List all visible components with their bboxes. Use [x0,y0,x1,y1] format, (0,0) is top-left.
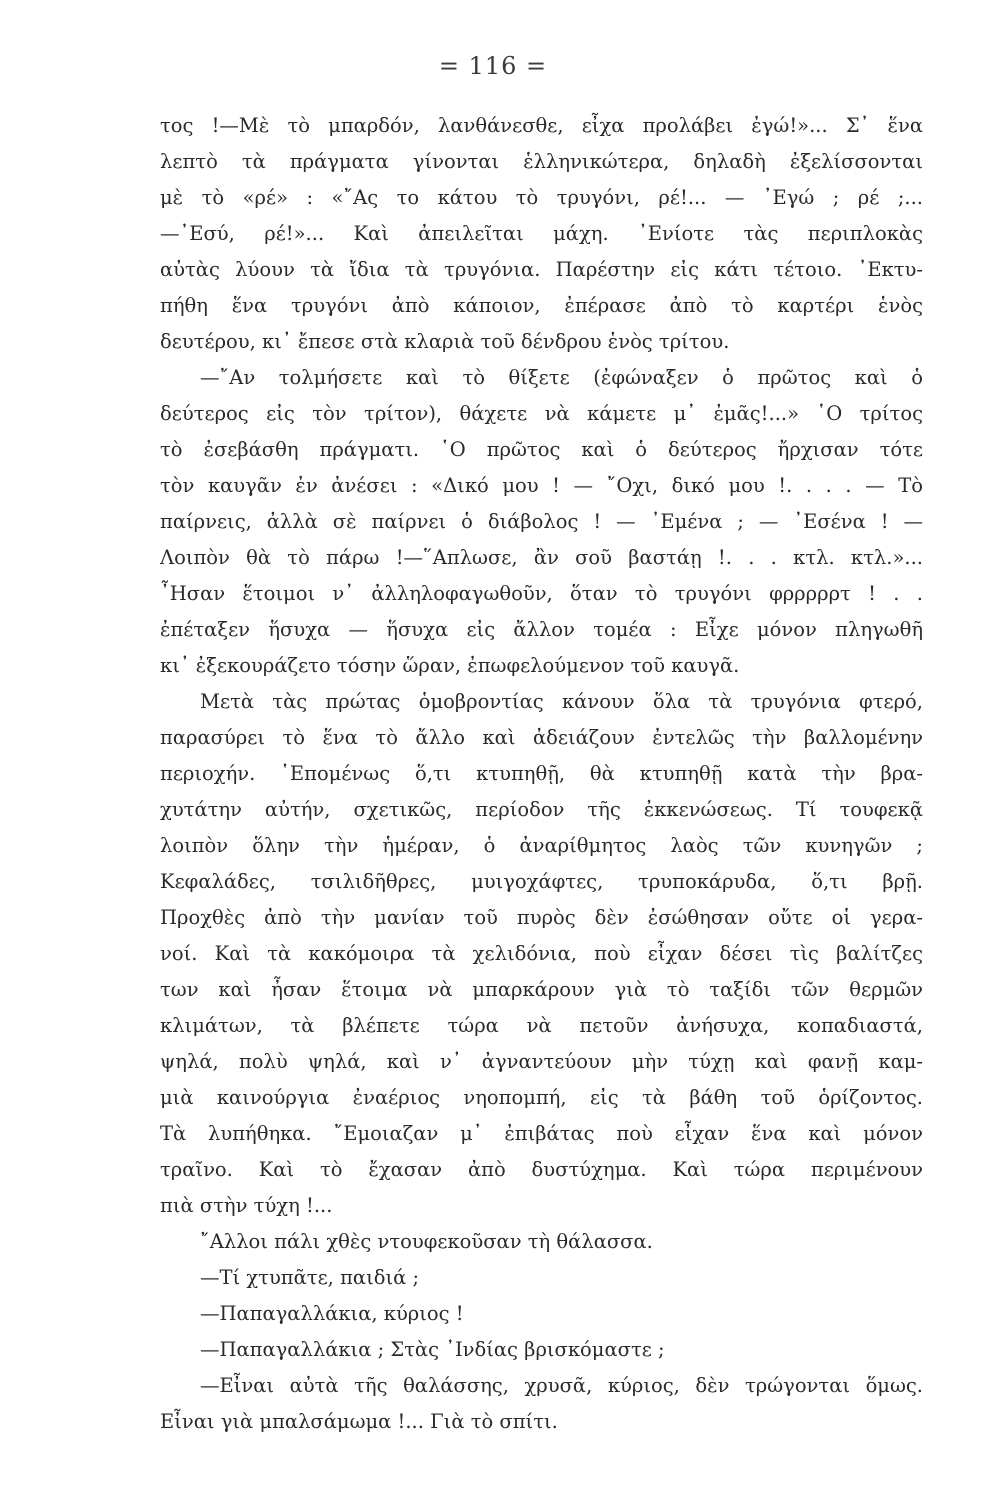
text-line: μὲ τὸ «ρέ» : «῎Ας το κάτου τὸ τρυγόνι, ρέ!... — ᾽Εγώ ; ρέ ;... [160,186,923,209]
text-line: τὸ ἐσεβάσθη πράγματι. ῾Ο πρῶτος καὶ ὁ δεύτερος ἤρχισαν τότε [160,438,923,461]
text-line: τὸν καυγᾶν ἐν ἀνέσει : «Δικό μου ! — ῎Οχι, δικό μου !. . . . — Τὸ [160,474,923,497]
text-line: πιὰ στὴν τύχη !... [160,1194,333,1217]
text-line: —Εἶναι αὐτὰ τῆς θαλάσσης, χρυσᾶ, κύριος, δὲν τρώγονται ὅμως. [200,1374,923,1397]
text-line: δευτέρου, κι᾽ ἔπεσε στὰ κλαριὰ τοῦ δένδρου ἑνὸς τρίτου. [160,330,730,353]
text-line: νοί. Καὶ τὰ κακόμοιρα τὰ χελιδόνια, ποὺ εἶχαν δέσει τὶς βαλίτζες [160,942,923,965]
text-line: ῎Αλλοι πάλι χθὲς ντουφεκοῦσαν τὴ θάλασσα. [200,1230,653,1253]
text-line: ψηλά, πολὺ ψηλά, καὶ ν᾽ ἀγναντεύουν μὴν τύχῃ καὶ φανῇ καμ- [160,1050,923,1073]
text-line: λεπτὸ τὰ πράγματα γίνονται ἑλληνικώτερα, δηλαδὴ ἐξελίσσονται [160,150,923,173]
text-line: Τὰ λυπήθηκα. ῎Εμοιαζαν μ᾽ ἐπιβάτας ποὺ εἶχαν ἕνα καὶ μόνον [160,1122,923,1145]
text-line: κι᾽ ἐξεκουράζετο τόσην ὥραν, ἐπωφελούμενον τοῦ καυγᾶ. [160,654,740,677]
text-line: πήθη ἕνα τρυγόνι ἀπὸ κάποιον, ἐπέρασε ἀπὸ τὸ καρτέρι ἑνὸς [160,294,923,317]
page-number: = 116 = [438,52,548,80]
text-line: —Παπαγαλλάκια, κύριος ! [200,1302,464,1325]
text-line: Λοιπὸν θὰ τὸ πάρω !—῞Απλωσε, ἂν σοῦ βαστάῃ !. . . κτλ. κτλ.»... [160,546,923,569]
text-body [160,108,923,1440]
text-line: χυτάτην αὐτήν, σχετικῶς, περίοδον τῆς ἐκκενώσεως. Τί τουφεκᾷ [160,798,923,821]
text-line: —῎Αν τολμήσετε καὶ τὸ θίξετε (ἐφώναξεν ὁ πρῶτος καὶ ὁ [200,366,923,389]
text-line: τραῖνο. Καὶ τὸ ἔχασαν ἀπὸ δυστύχημα. Καὶ τώρα περιμένουν [160,1158,923,1181]
text-line: παρασύρει τὸ ἕνα τὸ ἄλλο καὶ ἀδειάζουν ἐντελῶς τὴν βαλλομένην [160,726,923,749]
text-line: κλιμάτων, τὰ βλέπετε τώρα νὰ πετοῦν ἀνήσυχα, κοπαδιαστά, [160,1014,923,1037]
text-line: μιὰ καινούργια ἐναέριος νηοπομπή, εἰς τὰ βάθη τοῦ ὁρίζοντος. [160,1086,923,1109]
text-line: ῏Ησαν ἕτοιμοι ν᾽ ἀλληλοφαγωθοῦν, ὅταν τὸ τρυγόνι φρρρρρτ ! . . [160,582,923,605]
text-line: δεύτερος εἰς τὸν τρίτον), θάχετε νὰ κάμετε μ᾽ ἐμᾶς!...» ῾Ο τρίτος [160,402,923,425]
text-line: παίρνεις, ἀλλὰ σὲ παίρνει ὁ διάβολος ! — ᾽Εμένα ; — ᾽Εσένα ! — [160,510,923,533]
text-line: τος !—Μὲ τὸ μπαρδόν, λανθάνεσθε, εἶχα προλάβει ἐγώ!»... Σ᾽ ἕνα [160,114,923,137]
text-line: Εἶναι γιὰ μπαλσάμωμα !... Γιὰ τὸ σπίτι. [160,1410,558,1433]
text-line: περιοχήν. ῾Επομένως ὅ,τι κτυπηθῇ, θὰ κτυπηθῇ κατὰ τὴν βρα- [160,762,923,785]
text-line: ἐπέταξεν ἥσυχα — ἥσυχα εἰς ἄλλον τομέα : Εἶχε μόνον πληγωθῆ [160,618,923,641]
text-line: λοιπὸν ὅλην τὴν ἡμέραν, ὁ ἀναρίθμητος λαὸς τῶν κυνηγῶν ; [160,834,923,857]
text-line: —᾽Εσύ, ρέ!»... Καὶ ἀπειλεῖται μάχη. ᾽Ενίοτε τὰς περιπλοκὰς [160,222,923,245]
text-line: Προχθὲς ἀπὸ τὴν μανίαν τοῦ πυρὸς δὲν ἐσώθησαν οὔτε οἱ γερα- [160,906,923,929]
text-line: Μετὰ τὰς πρώτας ὁμοβροντίας κάνουν ὅλα τὰ τρυγόνια φτερό, [200,690,923,713]
text-line: —Παπαγαλλάκια ; Στὰς ᾽Ινδίας βρισκόμαστε ; [200,1338,665,1361]
text-line: αὐτὰς λύουν τὰ ἴδια τὰ τρυγόνια. Παρέστην εἰς κάτι τέτοιο. ᾽Εκτυ- [160,258,923,281]
text-line: Κεφαλάδες, τσιλιδῆθρες, μυιγοχάφτες, τρυποκάρυδα, ὅ,τι βρῇ. [160,870,923,893]
text-line: —Τί χτυπᾶτε, παιδιά ; [200,1266,420,1289]
text-line: των καὶ ἦσαν ἕτοιμα νὰ μπαρκάρουν γιὰ τὸ ταξίδι τῶν θερμῶν [160,978,923,1001]
